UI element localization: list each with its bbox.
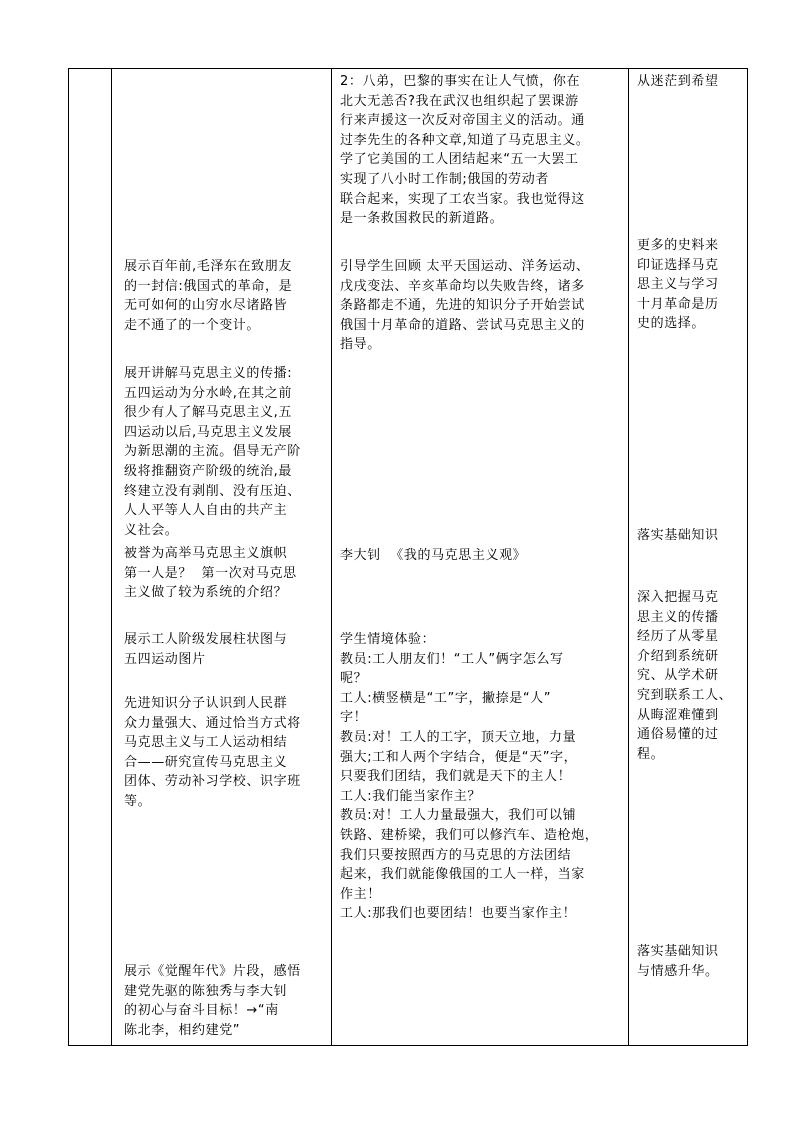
text-line: 主义做了较为系统的介绍？ bbox=[124, 585, 288, 601]
teacher-activity-letter bbox=[124, 257, 329, 335]
text-line: 只要我们团结，我们就是天下的主人！ bbox=[340, 769, 572, 785]
text-line: 落实基础知识 bbox=[637, 944, 719, 959]
text-line: 从迷茫到希望 bbox=[637, 74, 719, 89]
text-line: 教员:对！工人力量最强大，我们可以铺 bbox=[340, 808, 577, 824]
text-line: 五四运动图片 bbox=[124, 651, 206, 667]
text-line: 印证选择马克 bbox=[637, 257, 719, 273]
text-line: 级将推翻资产阶级的统治,最 bbox=[124, 463, 292, 479]
text-line: 戊戌变法、辛亥革命均以失败告终，诸多 bbox=[340, 278, 585, 294]
text-line: 五四运动为分水岭,在其之前 bbox=[124, 385, 292, 401]
text-line: 终建立没有剥削、没有压迫、 bbox=[124, 483, 301, 499]
text-line: 等。 bbox=[124, 793, 152, 809]
column-divider-3 bbox=[628, 68, 629, 1046]
text-line: 指导。 bbox=[340, 337, 381, 353]
text-line: 介绍到系统研 bbox=[637, 648, 719, 664]
student-role-play-text bbox=[340, 630, 626, 924]
text-line: 义社会。 bbox=[124, 522, 179, 538]
text-line: 究、从学术研 bbox=[637, 668, 719, 684]
text-line: 北大无恙否?我在武汉也组织起了罢课游 bbox=[340, 93, 579, 109]
text-line: 众力量强大、通过恰当方式将 bbox=[124, 715, 301, 731]
text-line: 我们只要按照西方的马克思的方法团结 bbox=[340, 847, 572, 863]
table-border-left bbox=[68, 68, 69, 1046]
text-line: 程。 bbox=[637, 746, 665, 762]
design-intent-emotion bbox=[637, 942, 743, 981]
text-line: 作主！ bbox=[340, 886, 381, 902]
text-line: 很少有人了解马克思主义,五 bbox=[124, 405, 292, 421]
text-line: 经历了从零星 bbox=[637, 629, 719, 645]
text-line: 建党先驱的陈独秀与李大钊 bbox=[124, 983, 288, 999]
text-line: 马克思主义与工人运动相结 bbox=[124, 735, 288, 751]
design-intent-hope bbox=[637, 72, 743, 92]
student-review-text bbox=[340, 257, 626, 355]
text-line: 通俗易懂的过 bbox=[637, 727, 719, 743]
text-line: 展开讲解马克思主义的传播: bbox=[124, 366, 293, 381]
text-line: 的初心与奋斗目标！→“南 bbox=[124, 1003, 279, 1019]
text-line: 团体、劳动补习学校、识字班 bbox=[124, 774, 301, 790]
design-intent-basics bbox=[637, 526, 743, 546]
text-line: 陈北李，相约建党” bbox=[124, 1022, 241, 1038]
student-reading-text bbox=[340, 546, 626, 566]
text-line: 被誉为高举马克思主义旗帜 bbox=[124, 546, 288, 561]
teacher-activity-marxism-spread bbox=[124, 364, 329, 540]
text-line: 俄国十月革命的道路、尝试马克思主义的 bbox=[340, 317, 585, 333]
table-border-top bbox=[68, 68, 748, 69]
text-line: 更多的史料来 bbox=[637, 238, 719, 253]
text-line: 铁路、建桥梁，我们可以修汽车、造枪炮， bbox=[340, 827, 599, 843]
text-line: 展示《觉醒年代》片段，感悟 bbox=[124, 964, 301, 979]
table-border-right bbox=[747, 68, 748, 1046]
text-line: 无可如何的山穷水尽诸路皆 bbox=[124, 298, 288, 314]
text-line: 引导学生回顾 太平天国运动、洋务运动、 bbox=[340, 259, 590, 274]
text-line: 条路都走不通，先进的知识分子开始尝试 bbox=[340, 298, 585, 314]
teacher-activity-chart bbox=[124, 630, 329, 669]
text-line: 史的选择。 bbox=[637, 316, 706, 332]
text-line: 联合起来，实现了工农当家。我也觉得这 bbox=[340, 191, 585, 207]
text-line: 第一人是？ 第一次对马克思 bbox=[124, 565, 297, 581]
text-line: 思主义与学习 bbox=[637, 277, 719, 293]
text-line: 四运动以后,马克思主义发展 bbox=[124, 424, 292, 440]
text-line: 先进知识分子认识到人民群 bbox=[124, 696, 288, 711]
text-line: 教员:对！工人的工字，顶天立地，力量 bbox=[340, 729, 577, 745]
text-line: 究到联系工人、 bbox=[637, 687, 733, 703]
text-line: 学了它美国的工人团结起来“五一大罢工 bbox=[340, 152, 579, 168]
text-line: 工人:横竖横是“工”字，撇捺是“人” bbox=[340, 690, 552, 706]
teacher-activity-video bbox=[124, 962, 329, 1040]
text-line: 思主义的传播 bbox=[637, 609, 719, 625]
text-line: 呢？ bbox=[340, 671, 368, 687]
lesson-plan-table bbox=[68, 68, 748, 1046]
design-intent-evidence bbox=[637, 236, 743, 334]
text-line: 展示工人阶级发展柱状图与 bbox=[124, 632, 288, 647]
text-line: 李大钊 《我的马克思主义观》 bbox=[340, 548, 527, 563]
text-line: 展示百年前,毛泽东在致朋友 bbox=[124, 259, 292, 274]
column-divider-1 bbox=[111, 68, 112, 1046]
design-intent-spread bbox=[637, 588, 743, 764]
teacher-activity-intellectuals bbox=[124, 694, 329, 812]
text-line: 合——研究宣传马克思主义 bbox=[124, 754, 288, 770]
text-line: 十月革命是历 bbox=[637, 296, 719, 312]
table-border-bottom bbox=[68, 1045, 748, 1046]
text-line: 是一条救国救民的新道路。 bbox=[340, 211, 504, 227]
text-line: 人人平等人人自由的共产主 bbox=[124, 503, 288, 519]
text-line: 2：八弟，巴黎的事实在让人气愤，你在 bbox=[340, 74, 581, 89]
text-line: 字！ bbox=[340, 710, 368, 726]
text-line: 实现了八小时工作制;俄国的劳动者 bbox=[340, 171, 549, 187]
column-divider-2 bbox=[331, 68, 332, 1046]
student-letter-text bbox=[340, 72, 626, 229]
text-line: 工人:那我们也要团结！也要当家作主！ bbox=[340, 906, 577, 922]
text-line: 的一封信:俄国式的革命，是 bbox=[124, 278, 293, 294]
text-line: 走不通了的一个变计。 bbox=[124, 317, 261, 333]
text-line: 教员:工人朋友们！“工人”俩字怎么写 bbox=[340, 651, 564, 667]
text-line: 落实基础知识 bbox=[637, 528, 719, 543]
text-line: 行来声援这一次反对帝国主义的活动。通 bbox=[340, 113, 585, 129]
text-line: 工人:我们能当家作主？ bbox=[340, 788, 481, 804]
teacher-activity-question bbox=[124, 544, 329, 603]
text-line: 起来，我们就能像俄国的工人一样，当家 bbox=[340, 867, 585, 883]
text-line: 过李先生的各种文章,知道了马克思主义。 bbox=[340, 132, 590, 148]
text-line: 学生情境体验： bbox=[340, 632, 436, 647]
text-line: 与情感升华。 bbox=[637, 963, 719, 979]
text-line: 强大;工和人两个字结合，便是“天”字， bbox=[340, 749, 578, 765]
text-line: 为新思潮的主流。倡导无产阶 bbox=[124, 444, 301, 460]
text-line: 从晦涩难懂到 bbox=[637, 707, 719, 723]
text-line: 深入把握马克 bbox=[637, 590, 719, 605]
